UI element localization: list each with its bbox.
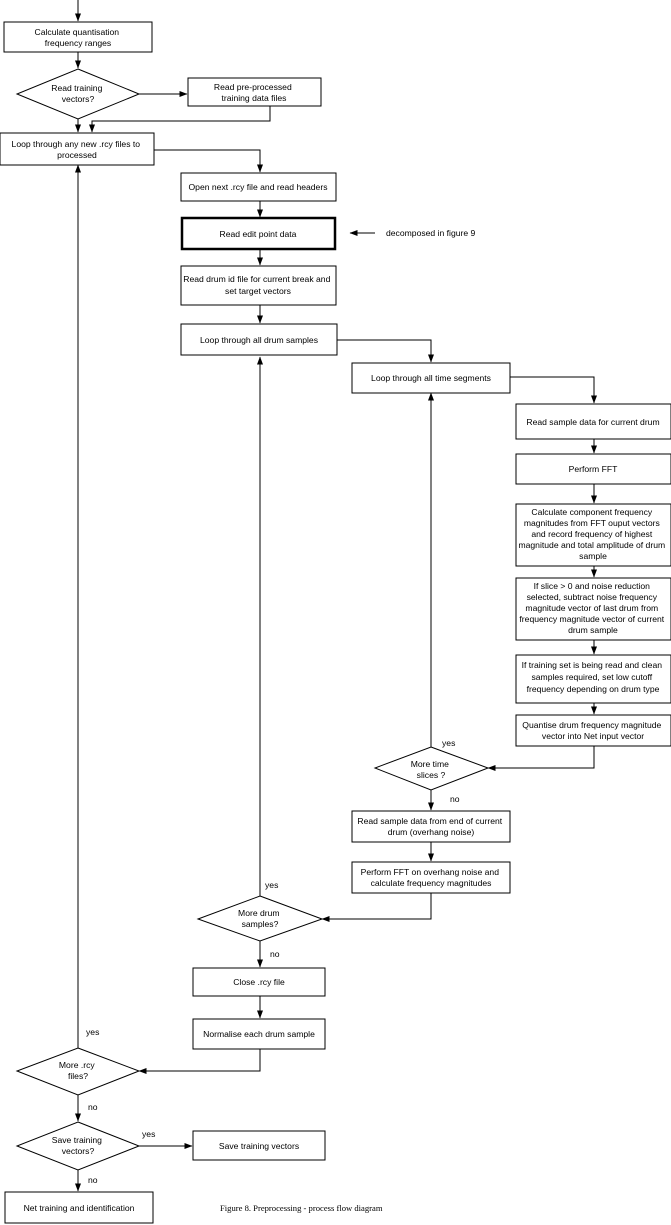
- box-calc-quantisation: [4, 22, 152, 52]
- decision-text: More drum samples?: [238, 908, 280, 929]
- decision-text: Read training vectors?: [51, 83, 103, 104]
- box-text: If training set is being read and clean samples required, set low cutoff frequency depending on drum type: [521, 660, 663, 694]
- box-text: Net training and identification: [23, 1203, 135, 1213]
- box-text: Normalise each drum sample: [203, 1029, 315, 1039]
- arrow-fftoverhang-to-moredrum: [322, 893, 431, 919]
- box-close-rcy: [193, 968, 325, 996]
- box-text: Calculate quantisation frequency ranges: [34, 27, 120, 48]
- decision-text: Save training vectors?: [51, 1135, 102, 1156]
- box-read-sample-data: [516, 404, 671, 439]
- box-calc-component-frequency: [516, 504, 671, 566]
- box-text: Loop through any new .rcy files to processed: [11, 139, 141, 160]
- label-no-rcy: no: [88, 1102, 98, 1112]
- label-no-save: no: [88, 1175, 98, 1185]
- box-loop-drum-samples: [181, 324, 337, 355]
- box-text: Read sample data for current drum: [526, 417, 660, 427]
- arrow-normalise-to-morercy: [139, 1049, 260, 1071]
- box-text: Loop through all drum samples: [200, 335, 318, 345]
- box-loop-time-segments: [352, 363, 510, 393]
- box-text: Calculate component frequency magnitudes from FFT ouput vectors and record frequency of highest magnitude and total amplitude of drum sample: [518, 507, 666, 561]
- label-yes-save: yes: [142, 1129, 156, 1139]
- box-open-rcy: [181, 173, 336, 201]
- label-no-drum: no: [270, 949, 280, 959]
- decision-text: More time slices ?: [410, 759, 449, 780]
- arrow-preprocessed-to-loop: [92, 106, 270, 132]
- decision-more-drum-samples: [198, 896, 322, 941]
- box-text: Open next .rcy file and read headers: [188, 182, 328, 192]
- label-yes-rcy: yes: [86, 1027, 100, 1037]
- box-read-overhang: [352, 811, 510, 842]
- label-no-time: no: [450, 794, 460, 804]
- box-normalise: [193, 1019, 325, 1049]
- decision-read-training-vectors: [17, 69, 139, 119]
- label-decomposed: decomposed in figure 9: [386, 228, 476, 238]
- box-net-training: [5, 1192, 153, 1223]
- arrow-quantise-to-moretime: [488, 746, 594, 768]
- box-text: Perform FFT on overhang noise and calculate frequency magnitudes: [360, 867, 499, 888]
- box-read-edit-point: [182, 218, 335, 249]
- box-noise-reduction: [516, 578, 671, 640]
- box-text: Read drum id file for current break and set target vectors: [183, 274, 331, 296]
- box-text: If slice > 0 and noise reduction selected, subtract noise frequency magnitude vector of last drum from frequency magnitude vector of current drum sample: [519, 581, 665, 635]
- decision-more-time-slices: [375, 747, 488, 790]
- arrow-looptime-to-readsample: [510, 377, 594, 403]
- box-read-preprocessed: [188, 78, 321, 106]
- box-save-training-vectors: [193, 1131, 325, 1160]
- label-yes-drum: yes: [265, 880, 279, 890]
- arrow-loop-to-open: [154, 150, 260, 172]
- box-perform-fft: [516, 454, 671, 484]
- box-text: Close .rcy file: [233, 977, 285, 987]
- box-text: Read edit point data: [219, 229, 297, 239]
- box-loop-rcy-files: [0, 133, 154, 165]
- decision-text: More .rcy files?: [58, 1060, 95, 1081]
- decision-save-training-vectors: [17, 1122, 139, 1170]
- box-text: Quantise drum frequency magnitude vector into Net input vector: [522, 720, 662, 741]
- arrow-loopdrum-to-looptime: [337, 340, 431, 362]
- box-training-clean-samples: [516, 655, 671, 703]
- box-quantise-drum-frequency: [516, 715, 671, 746]
- box-fft-overhang: [352, 862, 510, 893]
- label-yes-time: yes: [442, 738, 456, 748]
- box-text: Read pre-processed training data files: [213, 82, 292, 103]
- box-text: Loop through all time segments: [371, 373, 491, 383]
- figure-caption: Figure 8. Preprocessing - process flow diagram: [220, 1203, 383, 1213]
- decision-more-rcy-files: [17, 1048, 139, 1095]
- box-text: Read sample data from end of current drum (overhang noise): [357, 816, 503, 837]
- box-text: Perform FFT: [568, 464, 618, 474]
- box-text: Save training vectors: [218, 1141, 300, 1151]
- box-read-drum-id: [181, 266, 336, 305]
